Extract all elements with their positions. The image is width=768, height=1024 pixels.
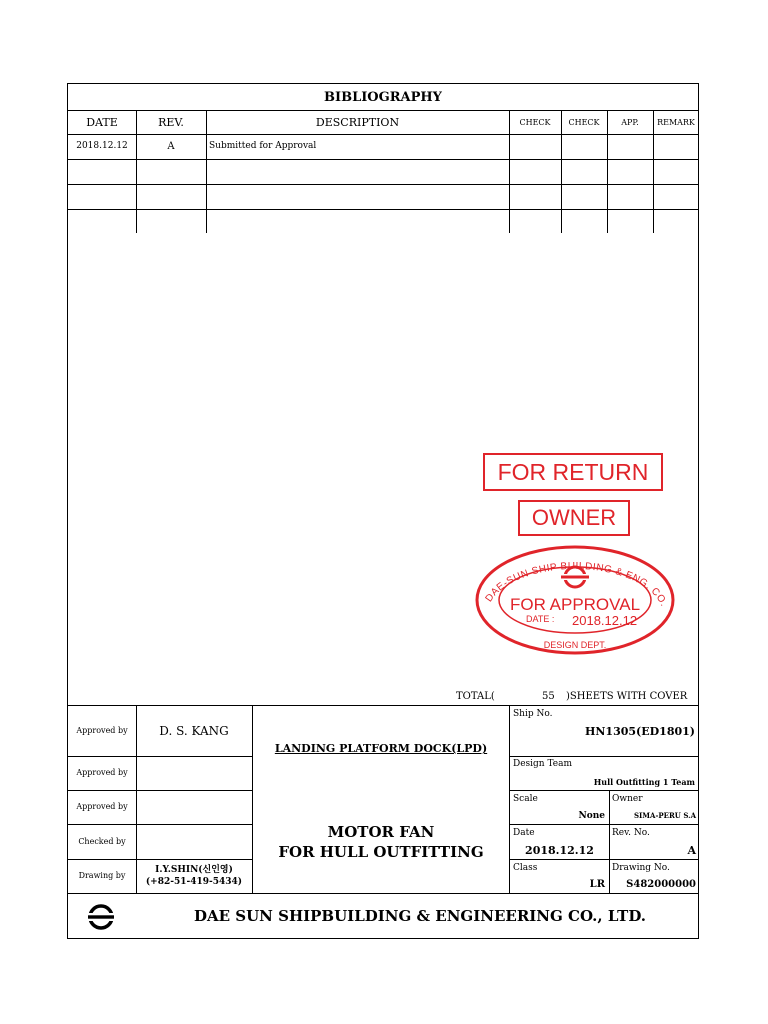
design-team-label: Design Team	[513, 759, 572, 769]
rev-no-label: Rev. No.	[612, 828, 650, 838]
table-col-rule	[653, 110, 654, 233]
approval-date-value: 2018.12.12	[572, 613, 638, 628]
for-return-stamp	[483, 453, 663, 491]
right-rule	[510, 756, 698, 757]
ship-no-value: HN1305(ED1801)	[584, 725, 695, 738]
header-check-1: CHECK	[519, 118, 551, 127]
approved-by-name-1: D. S. KANG	[159, 724, 229, 738]
approval-date-label: DATE :	[526, 614, 555, 624]
drawing-title-line1: MOTOR FAN	[327, 823, 435, 841]
approved-by-label-1: Approved by	[76, 726, 128, 735]
right-rule	[510, 859, 698, 860]
title-block-top-rule	[68, 705, 698, 706]
header-check-2: CHECK	[568, 118, 600, 127]
header-app: APP.	[621, 118, 639, 127]
table-rule	[68, 209, 698, 210]
right-rule	[510, 824, 698, 825]
right-rule	[510, 790, 698, 791]
table-rule	[68, 159, 698, 160]
table-rule	[68, 184, 698, 185]
left-rule	[68, 790, 252, 791]
approval-dept: DESIGN DEPT.	[543, 640, 607, 650]
owner-stamp	[518, 500, 630, 536]
left-col-rule	[252, 705, 253, 893]
table-col-rule	[206, 110, 207, 233]
owner-value: SIMA-PERU S.A	[633, 811, 696, 820]
approval-arc-company: DAE-SUN SHIP BUILDING & ENG. CO.	[483, 560, 670, 609]
left-rule	[68, 756, 252, 757]
row-description: Submitted for Approval	[209, 141, 317, 151]
table-col-rule	[136, 110, 137, 233]
table-col-rule	[561, 110, 562, 233]
drawing-by-label: Drawing by	[78, 871, 126, 880]
total-count: 55	[542, 691, 555, 702]
header-remark: REMARK	[657, 118, 695, 127]
company-name: DAE SUN SHIPBUILDING & ENGINEERING CO., LTD.	[193, 907, 647, 925]
bibliography-title: BIBLIOGRAPHY	[324, 90, 442, 105]
drawing-no-value: S482000000	[626, 879, 696, 890]
owner-text: OWNER	[531, 505, 617, 530]
approval-stamp	[474, 544, 676, 656]
scale-value: None	[578, 811, 605, 821]
date-label: Date	[513, 828, 535, 838]
table-col-rule	[607, 110, 608, 233]
checked-by-label: Checked by	[78, 837, 126, 846]
for-return-text: FOR RETURN	[497, 459, 649, 485]
approved-by-label-2: Approved by	[76, 768, 128, 777]
left-rule	[68, 824, 252, 825]
drawing-by-name: I.Y.SHIN(신인영)	[155, 865, 233, 875]
project-title: LANDING PLATFORM DOCK(LPD)	[274, 742, 488, 755]
table-col-rule	[509, 110, 510, 233]
row-rev: A	[167, 141, 175, 152]
drawing-no-label: Drawing No.	[612, 863, 670, 873]
approved-by-label-3: Approved by	[76, 802, 128, 811]
total-prefix: TOTAL(	[456, 691, 495, 702]
left-rule	[68, 859, 252, 860]
class-label: Class	[513, 863, 538, 873]
ship-no-label: Ship No.	[513, 709, 553, 719]
rev-no-value: A	[687, 844, 696, 857]
date-value: 2018.12.12	[525, 844, 594, 857]
scale-label: Scale	[513, 794, 538, 804]
right-col-rule	[509, 705, 510, 893]
for-approval-text: FOR APPROVAL	[509, 595, 641, 614]
design-team-value: Hull Outfitting 1 Team	[593, 777, 695, 787]
row-date: 2018.12.12	[76, 141, 128, 151]
header-rev: REV.	[158, 116, 184, 129]
table-rule	[68, 134, 698, 135]
header-date: DATE	[86, 116, 118, 129]
total-suffix: )SHEETS WITH COVER	[566, 691, 688, 702]
company-logo-icon	[86, 903, 116, 931]
owner-label: Owner	[612, 794, 643, 804]
drawing-by-phone: (+82-51-419-5434)	[145, 877, 243, 887]
table-rule	[68, 110, 698, 111]
title-block-bottom-rule	[68, 893, 698, 894]
class-value: LR	[589, 879, 605, 890]
drawing-title-line2: FOR HULL OUTFITTING	[278, 843, 484, 861]
company-logo-mark	[86, 903, 116, 931]
header-description: DESCRIPTION	[315, 116, 400, 129]
right-inner-rule	[609, 790, 610, 893]
